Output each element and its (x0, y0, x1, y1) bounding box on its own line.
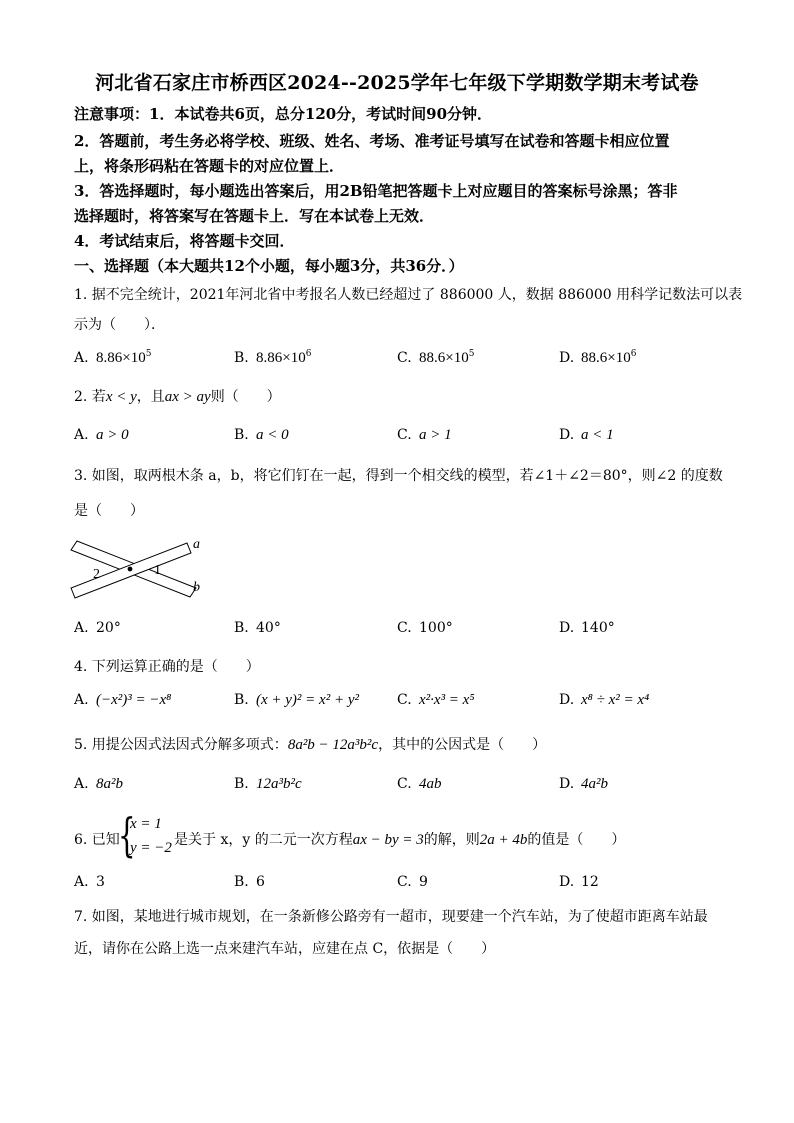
notes-line-4: 3．答选择题时，每小题选出答案后，用2B铅笔把答题卡上对应题目的答案标号涂黑；答非 (74, 182, 678, 200)
q1-option-b[interactable]: B. $8.86\times 10^6$ (234, 349, 312, 366)
q6-stem-rest: 是关于 x，y 的二元一次方程ax − by = 3的解，则2a + 4b的值是（ ） (174, 832, 626, 848)
q3-stem-line-1: 3. 如图，取两根木条 a，b，将它们钉在一起，得到一个相交线的模型，若∠1＋∠2＝80°，则∠2 的度数 (74, 468, 723, 484)
notes-line-2: 2．答题前，考生务必将学校、班级、姓名、考场、准考证号填写在试卷和答题卡相应位置 (74, 132, 670, 150)
crossed-sticks-figure (66, 536, 216, 602)
q6-option-c[interactable]: C. 9 (397, 874, 428, 890)
q5-option-b[interactable]: B. 12a³b²c (234, 776, 302, 792)
label-a: a (193, 537, 200, 552)
q3-options (74, 620, 734, 642)
q2-stem: 2. 若x < y，且ax > ay则（ ） (74, 389, 281, 405)
left-brace: { (118, 808, 136, 862)
q1-stem-line-2: 示为（ ）． (74, 317, 165, 333)
q4-stem: 4. 下列运算正确的是（ ） (74, 659, 260, 675)
q4-option-c[interactable]: C. x²·x³ = x⁵ (397, 692, 475, 708)
q7-stem-line-2: 近，请你在公路上选一点来建汽车站，应建在点 C，依据是（ ） (74, 941, 496, 957)
nail-point (128, 567, 133, 572)
system-row-1: x = 1 (130, 816, 162, 832)
q1-option-a[interactable]: A. $8.86\times 10^5$ (74, 349, 152, 366)
q4-option-a[interactable]: A. (−x²)³ = −x⁸ (74, 692, 172, 708)
q5-option-a[interactable]: A. 8a²b (74, 776, 123, 792)
q5-stem: 5. 用提公因式法因式分解多项式：8a²b − 12a³b²c，其中的公因式是（ ） (74, 737, 547, 753)
q5-options (74, 776, 734, 798)
exam-title: 河北省石家庄市桥西区2024--2025学年七年级下学期数学期末考试卷 (95, 72, 699, 94)
q5-option-c[interactable]: C. 4ab (397, 776, 442, 792)
q5-option-d[interactable]: D. 4a²b (559, 776, 608, 792)
q4-option-b[interactable]: B. (x + y)² = x² + y² (234, 692, 359, 708)
notes-line-3: 上，将条形码粘在答题卡的对应位置上． (74, 157, 345, 175)
angle-2-label: 2 (93, 567, 100, 582)
q6-prefix: 6. 已知 (74, 832, 120, 848)
notes-line-6: 4．考试结束后，将答题卡交回． (74, 232, 295, 250)
q4-option-d[interactable]: D. x⁸ ÷ x² = x⁴ (559, 692, 650, 708)
label-b: b (193, 580, 200, 595)
q6-option-a[interactable]: A. 3 (74, 874, 105, 890)
q3-option-a[interactable]: A. 20° (74, 620, 121, 636)
q4-options (74, 692, 734, 714)
q3-option-c[interactable]: C. 100° (397, 620, 453, 636)
q1-option-c[interactable]: C. $88.6\times 10^5$ (397, 349, 475, 366)
q3-stem-line-2: 是（ ） (74, 503, 144, 519)
q2-option-b[interactable]: B. a < 0 (234, 427, 289, 443)
q2-option-d[interactable]: D. a < 1 (559, 427, 614, 443)
q6-option-b[interactable]: B. 6 (234, 874, 265, 890)
q1-options (74, 349, 734, 371)
q6-equation-system (118, 808, 176, 862)
q2-option-a[interactable]: A. a > 0 (74, 427, 129, 443)
q2-options (74, 427, 734, 449)
angle-1-label: 1 (154, 563, 161, 578)
notes-line-5: 选择题时，将答案写在答题卡上．写在本试卷上无效． (74, 207, 435, 225)
q3-option-b[interactable]: B. 40° (234, 620, 281, 636)
q3-option-d[interactable]: D. 140° (559, 620, 615, 636)
notes-line-1: 注意事项：1．本试卷共6页，总分120分，考试时间90分钟． (74, 105, 493, 123)
q1-stem-line-1: 1. 据不完全统计，2021年河北省中考报名人数已经超过了 886000 人，数据 886000 用科学记数法可以表 (74, 287, 743, 303)
q6-option-d[interactable]: D. 12 (559, 874, 599, 890)
section-heading: 一、选择题（本大题共12个小题，每小题3分，共36分．） (74, 257, 464, 275)
q1-option-d[interactable]: D. $88.6\times 10^6$ (559, 349, 637, 366)
q7-stem-line-1: 7. 如图，某地进行城市规划，在一条新修公路旁有一超市，现要建一个汽车站，为了使超市距离车站最 (74, 909, 708, 925)
q6-options (74, 874, 734, 896)
q2-option-c[interactable]: C. a > 1 (397, 427, 452, 443)
system-row-2: y = −2 (130, 840, 172, 856)
